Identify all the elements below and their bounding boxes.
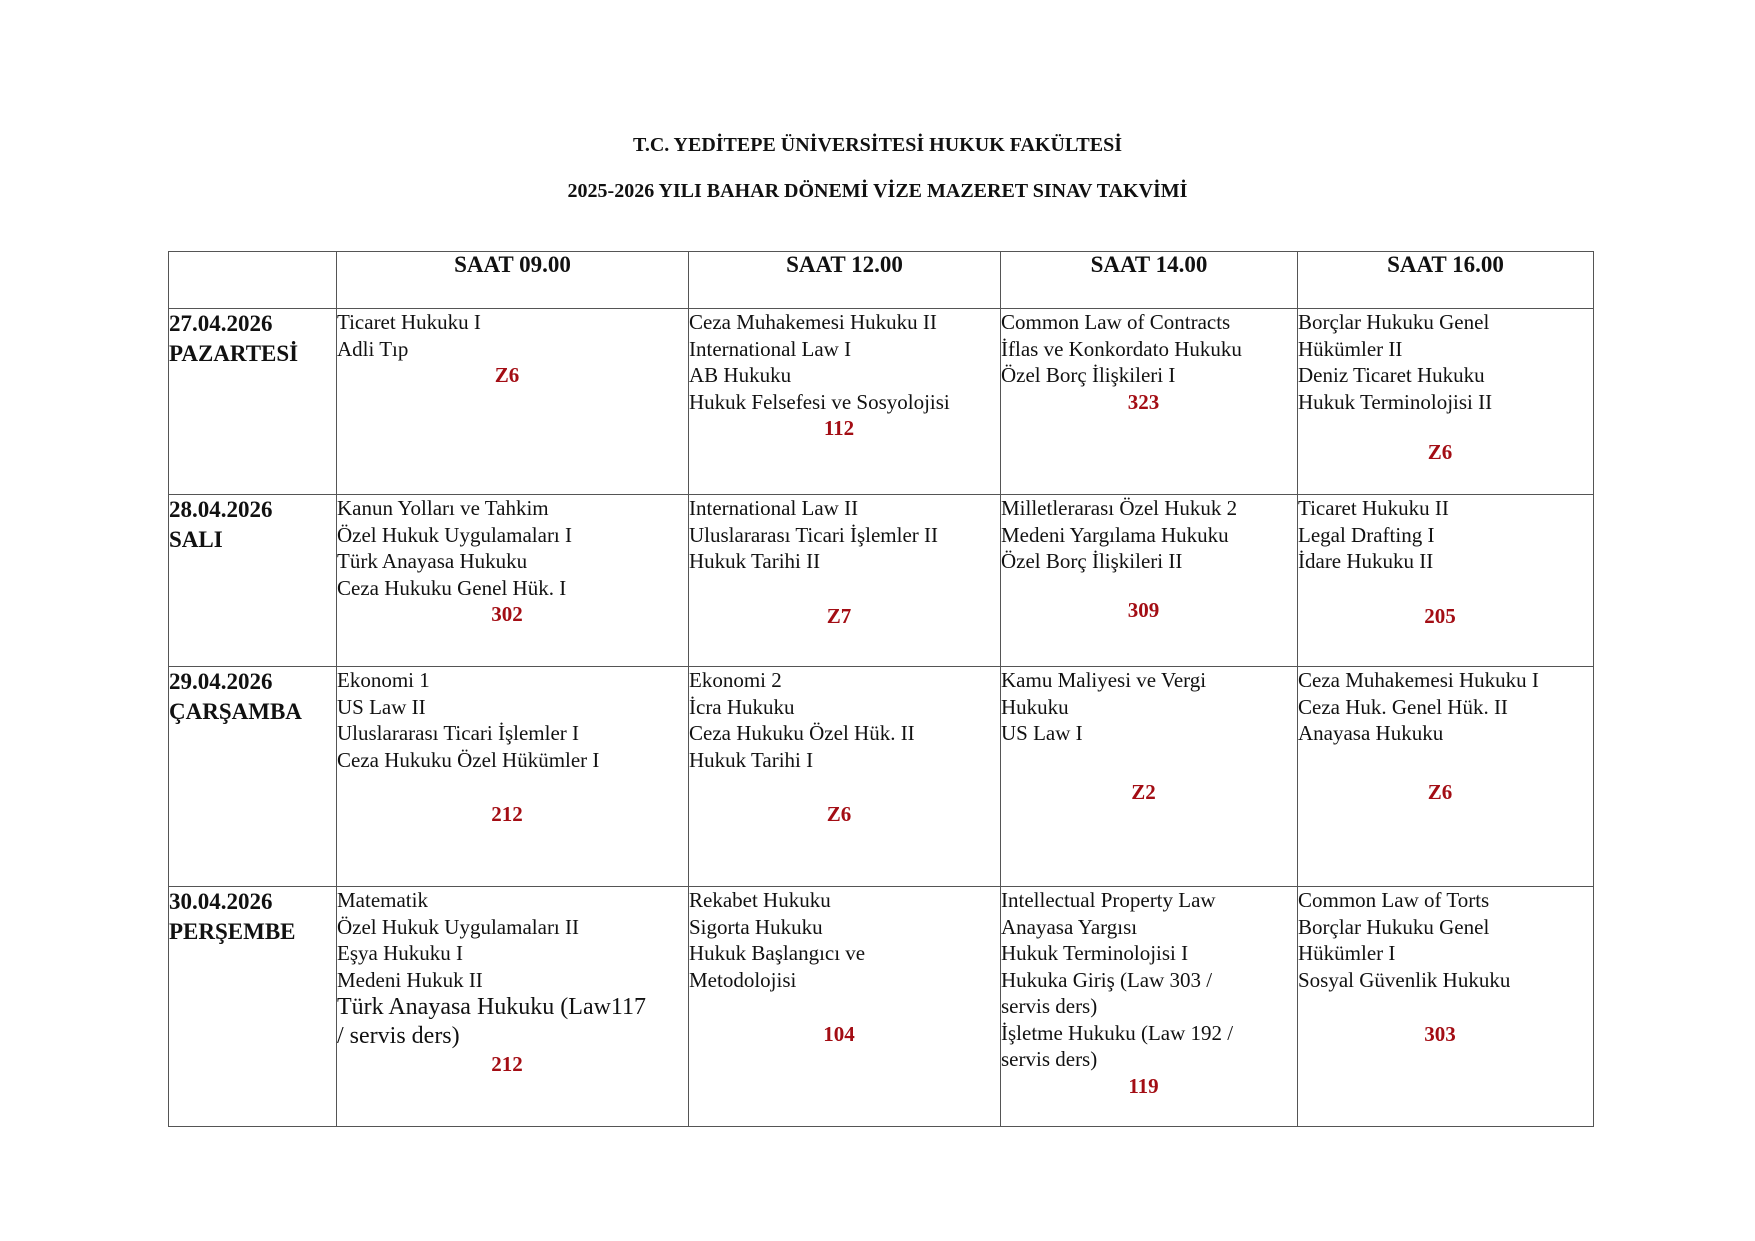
exam-slot-cell bbox=[1298, 309, 1594, 495]
room-label: 119 bbox=[1128, 1073, 1159, 1098]
course-name: Medeni Yargılama Hukuku bbox=[1001, 522, 1229, 547]
course-name: Eşya Hukuku I bbox=[337, 941, 463, 965]
course-name: Hukuk Tarihi II bbox=[689, 549, 821, 573]
course-name: Ceza Huk. Genel Hük. II bbox=[1298, 694, 1508, 719]
course-name: Ekonomi 2 bbox=[689, 668, 782, 692]
course-name: Medeni Hukuk II bbox=[337, 967, 483, 992]
day-cell bbox=[169, 667, 337, 887]
day-weekday: SALI bbox=[169, 527, 223, 552]
course-name: Ticaret Hukuku II bbox=[1298, 496, 1449, 520]
course-name: Hukuk Terminolojisi I bbox=[1001, 941, 1189, 965]
time-header: SAAT 14.00 bbox=[1001, 252, 1298, 309]
course-name: Deniz Ticaret Hukuku bbox=[1298, 363, 1485, 387]
exam-slot-cell bbox=[337, 667, 689, 887]
room-label: Z2 bbox=[1131, 779, 1156, 804]
course-name: Legal Drafting I bbox=[1298, 522, 1435, 547]
course-name: Sigorta Hukuku bbox=[689, 914, 823, 939]
course-name: Hukuk Tarihi I bbox=[689, 747, 814, 772]
room-label: Z6 bbox=[1427, 440, 1453, 464]
exam-slot-cell bbox=[337, 887, 689, 1127]
exam-slot-cell bbox=[689, 887, 1001, 1127]
course-name: Hükümler II bbox=[1298, 336, 1403, 361]
course-name: servis ders) bbox=[1001, 1047, 1098, 1071]
exam-slot-cell bbox=[1001, 309, 1298, 495]
course-name: Anayasa Hukuku bbox=[1298, 721, 1444, 745]
course-name: İflas ve Konkordato Hukuku bbox=[1001, 336, 1242, 361]
course-name: US Law II bbox=[337, 694, 426, 719]
course-name: Anayasa Yargısı bbox=[1001, 914, 1138, 939]
room-label: 212 bbox=[491, 1052, 523, 1076]
course-name: Hukuku bbox=[1001, 694, 1069, 719]
course-name: Ceza Hukuku Özel Hük. II bbox=[689, 721, 915, 745]
course-name: Ekonomi 1 bbox=[337, 668, 430, 692]
exam-slot-cell bbox=[337, 309, 689, 495]
day-row bbox=[169, 887, 1594, 1127]
room-label: 303 bbox=[1424, 1022, 1456, 1046]
exam-slot-cell bbox=[1001, 887, 1298, 1127]
room-label: Z6 bbox=[1427, 779, 1453, 804]
course-name: Hukuk Başlangıcı ve bbox=[689, 941, 866, 965]
course-name: Ticaret Hukuku I bbox=[337, 310, 481, 334]
day-weekday: PAZARTESİ bbox=[169, 341, 299, 366]
room-label: Z6 bbox=[494, 363, 520, 387]
day-cell bbox=[169, 495, 337, 667]
course-name: Özel Hukuk Uygulamaları II bbox=[337, 914, 580, 939]
course-name: Borçlar Hukuku Genel bbox=[1298, 914, 1490, 939]
day-weekday: ÇARŞAMBA bbox=[169, 699, 302, 724]
room-label: 309 bbox=[1127, 597, 1160, 622]
course-name: Ceza Hukuku Özel Hükümler I bbox=[337, 747, 600, 772]
course-name: Uluslararası Ticari İşlemler I bbox=[337, 721, 580, 745]
day-cell bbox=[169, 887, 337, 1127]
course-name: / servis ders) bbox=[337, 1023, 460, 1049]
day-cell bbox=[169, 309, 337, 495]
header-row bbox=[169, 252, 1594, 309]
course-name: Hükümler I bbox=[1298, 941, 1396, 965]
exam-slot-cell bbox=[1298, 495, 1594, 667]
day-row bbox=[169, 309, 1594, 495]
course-name: Intellectual Property Law bbox=[1001, 888, 1216, 912]
day-date: 27.04.2026 bbox=[169, 311, 273, 336]
day-date: 30.04.2026 bbox=[169, 889, 273, 914]
course-name: Adli Tıp bbox=[337, 336, 409, 361]
course-name: Kanun Yolları ve Tahkim bbox=[337, 496, 549, 520]
course-name: International Law I bbox=[689, 336, 852, 361]
exam-slot-cell bbox=[1001, 495, 1298, 667]
exam-schedule-table bbox=[168, 251, 1594, 1127]
course-name: AB Hukuku bbox=[689, 363, 792, 387]
course-name: Ceza Muhakemesi Hukuku II bbox=[689, 310, 937, 334]
room-label: Z6 bbox=[826, 802, 852, 826]
course-name: Rekabet Hukuku bbox=[689, 888, 831, 912]
time-header: SAAT 09.00 bbox=[337, 252, 689, 309]
exam-slot-cell bbox=[1001, 667, 1298, 887]
corner-cell bbox=[169, 252, 337, 309]
course-name: Türk Anayasa Hukuku bbox=[337, 549, 528, 573]
room-label: 104 bbox=[823, 1022, 855, 1046]
course-name: İcra Hukuku bbox=[689, 694, 795, 719]
room-label: 302 bbox=[491, 602, 523, 626]
course-name: Hukuka Giriş (Law 303 / bbox=[1001, 967, 1213, 992]
course-name: İşletme Hukuku (Law 192 / bbox=[1001, 1020, 1234, 1045]
course-name: Borçlar Hukuku Genel bbox=[1298, 310, 1490, 334]
room-label: Z7 bbox=[826, 603, 852, 628]
exam-slot-cell bbox=[1298, 667, 1594, 887]
course-name: Uluslararası Ticari İşlemler II bbox=[689, 522, 939, 547]
day-date: 28.04.2026 bbox=[169, 497, 273, 522]
course-name: Kamu Maliyesi ve Vergi bbox=[1001, 668, 1207, 692]
course-name: Özel Borç İlişkileri I bbox=[1001, 363, 1176, 387]
course-name: Hukuk Felsefesi ve Sosyolojisi bbox=[689, 389, 950, 414]
course-name: Ceza Hukuku Genel Hük. I bbox=[337, 575, 567, 600]
exam-slot-cell bbox=[689, 495, 1001, 667]
day-weekday: PERŞEMBE bbox=[169, 919, 296, 944]
time-header: SAAT 12.00 bbox=[689, 252, 1001, 309]
course-name: Türk Anayasa Hukuku (Law117 bbox=[337, 994, 647, 1020]
room-label: 205 bbox=[1424, 603, 1456, 628]
day-row bbox=[169, 495, 1594, 667]
course-name: Hukuk Terminolojisi II bbox=[1298, 389, 1493, 414]
course-name: Sosyal Güvenlik Hukuku bbox=[1298, 967, 1511, 992]
exam-slot-cell bbox=[689, 667, 1001, 887]
exam-slot-cell bbox=[1298, 887, 1594, 1127]
exam-slot-cell bbox=[337, 495, 689, 667]
time-header: SAAT 16.00 bbox=[1298, 252, 1594, 309]
course-name: Ceza Muhakemesi Hukuku I bbox=[1298, 668, 1539, 692]
course-name: İdare Hukuku II bbox=[1298, 549, 1434, 573]
course-name: Milletlerarası Özel Hukuk 2 bbox=[1001, 496, 1238, 520]
course-name: Common Law of Torts bbox=[1298, 888, 1490, 912]
page-subtitle: 2025-2026 YILI BAHAR DÖNEMİ VİZE MAZERET SINAV TAKVİMİ bbox=[567, 180, 1188, 202]
room-label: 212 bbox=[491, 802, 523, 826]
room-label: 112 bbox=[823, 416, 855, 440]
room-label: 323 bbox=[1127, 389, 1160, 414]
course-name: US Law I bbox=[1001, 721, 1083, 745]
course-name: Metodolojisi bbox=[689, 967, 797, 992]
course-name: Özel Borç İlişkileri II bbox=[1001, 549, 1183, 573]
day-date: 29.04.2026 bbox=[169, 669, 273, 694]
course-name: Özel Hukuk Uygulamaları I bbox=[337, 522, 573, 547]
course-name: Matematik bbox=[337, 888, 428, 912]
exam-slot-cell bbox=[689, 309, 1001, 495]
day-row bbox=[169, 667, 1594, 887]
course-name: International Law II bbox=[689, 496, 859, 520]
course-name: Common Law of Contracts bbox=[1001, 310, 1231, 334]
page-title: T.C. YEDİTEPE ÜNİVERSİTESİ HUKUK FAKÜLTESİ bbox=[632, 134, 1122, 156]
course-name: servis ders) bbox=[1001, 994, 1098, 1018]
